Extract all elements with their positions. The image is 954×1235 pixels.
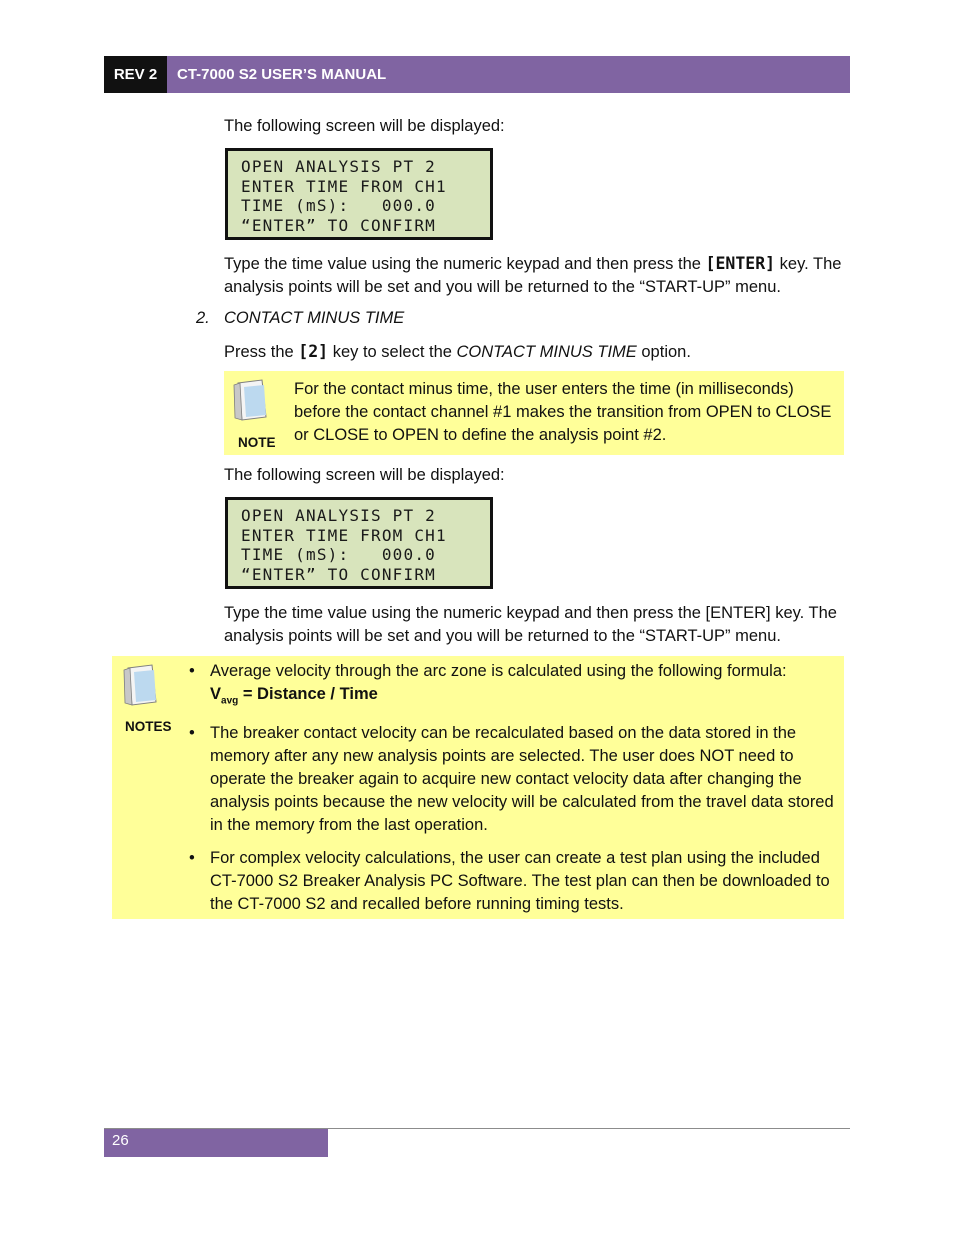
bullet-text: Average velocity through the arc zone is calculated using the following formula: xyxy=(210,662,787,680)
note-text: For the contact minus time, the user enters the time (in milliseconds) before the contact channel #1 makes the transition from OPEN to CLOSE or CLOSE to OPEN to define the analysis point #2. xyxy=(294,380,832,444)
notepad-icon xyxy=(122,662,158,706)
enter-key-label: [ENTER] xyxy=(705,254,776,273)
header-rev: REV 2 xyxy=(104,56,167,93)
instruction-text: option. xyxy=(636,343,691,361)
notes-list xyxy=(189,660,834,926)
lcd-line: OPEN ANALYSIS PT 2 xyxy=(241,157,436,176)
instruction-text: key to select the xyxy=(328,343,457,361)
item-number: 2. xyxy=(196,309,210,327)
formula-v: V xyxy=(210,685,222,703)
header-title: CT-7000 S2 USER’S MANUAL xyxy=(167,56,850,93)
notes-label: NOTES xyxy=(125,719,172,734)
list-item: • The breaker contact velocity can be recalculated based on the data stored in the memory after any new analysis points are selected. The user does NOT need to operate the breaker again to acquire new contact velocity data after changing the analysis points because the new velocity will be calculated from the travel data stored in the memory from the last operation. xyxy=(189,722,834,837)
instruction-text: Press the xyxy=(224,343,299,361)
lcd-screen-2 xyxy=(225,497,493,589)
formula-subscript: avg xyxy=(221,695,239,707)
notepad-icon xyxy=(232,377,268,421)
note-label: NOTE xyxy=(238,435,276,450)
lcd-screen-1 xyxy=(225,148,493,240)
lcd-line: OPEN ANALYSIS PT 2 xyxy=(241,506,436,525)
key-2-label: [2] xyxy=(298,342,329,361)
lcd-line: ENTER TIME FROM CH1 xyxy=(241,525,447,545)
formula xyxy=(210,685,378,707)
lcd-line: “ENTER” TO CONFIRM xyxy=(241,564,436,584)
lcd-line: TIME (mS): 000.0 xyxy=(241,196,436,215)
instruction-text: Type the time value using the numeric keypad and then press the xyxy=(224,255,706,273)
instruction-2: Type the time value using the numeric keypad and then press the [ENTER] key. The analysis points will be set and you will be returned to the “START-UP” menu. xyxy=(224,604,837,645)
item-title: CONTACT MINUS TIME xyxy=(224,309,405,327)
screen-intro-2: The following screen will be displayed: xyxy=(224,466,505,484)
instruction-text: key. The analysis points will be set and you will be returned to the “START-UP” menu. xyxy=(224,255,842,296)
instruction-1 xyxy=(224,252,850,299)
notes-box xyxy=(112,656,844,919)
screen-intro-1: The following screen will be displayed: xyxy=(224,117,505,135)
list-item: • For complex velocity calculations, the user can create a test plan using the included CT-7000 S2 Breaker Analysis PC Software. The test plan can then be downloaded to the CT-7000 S2 and recalled before running timing tests. xyxy=(189,847,834,916)
lcd-line: ENTER TIME FROM CH1 xyxy=(241,176,447,196)
press-instruction xyxy=(224,340,850,364)
lcd-line: “ENTER” TO CONFIRM xyxy=(241,215,436,235)
option-name: CONTACT MINUS TIME xyxy=(456,343,637,361)
note-box xyxy=(224,371,844,455)
list-item xyxy=(189,660,834,712)
formula-rest: = Distance / Time xyxy=(238,685,378,703)
page-number: 26 xyxy=(104,1129,328,1157)
lcd-line: TIME (mS): 000.0 xyxy=(241,545,436,564)
